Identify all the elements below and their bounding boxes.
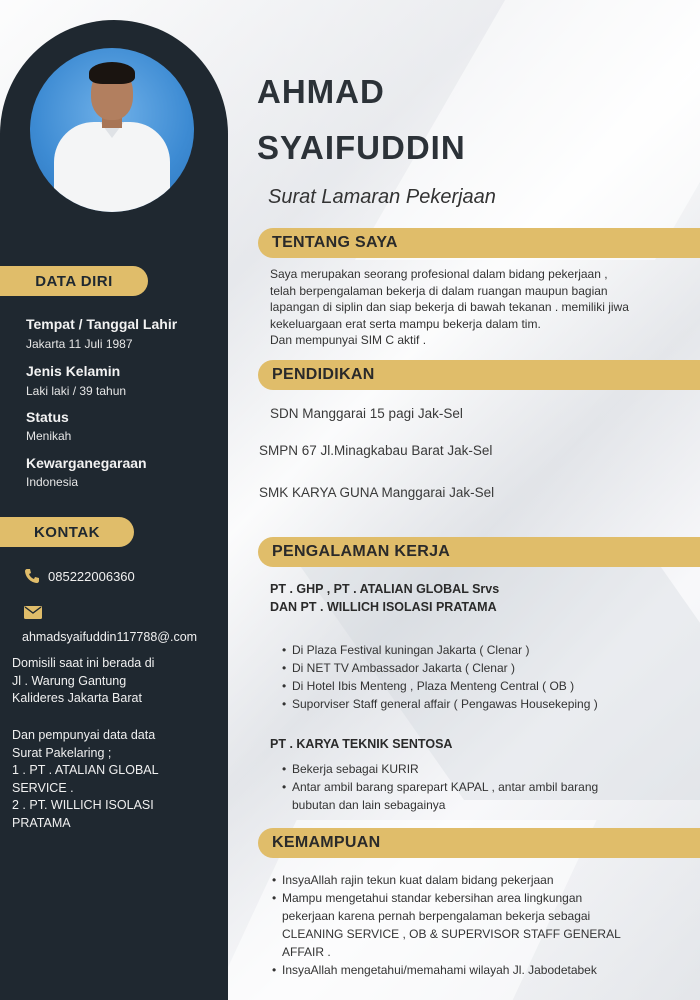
list-item-continuation: bubutan dan lain sebagainya [292,798,446,812]
field-value-ttl: Jakarta 11 Juli 1987 [26,337,133,351]
kontak-heading: KONTAK [0,517,134,547]
education-item: SMK KARYA GUNA Manggarai Jak-Sel [259,485,495,500]
list-item-continuation: AFFAIR . [282,945,331,959]
company2-duties [282,760,598,814]
company-line: DAN PT . WILLICH ISOLASI PRATAMA [270,600,497,614]
list-item: • Bekerja sebagai KURIR [282,760,598,778]
phone-number[interactable]: 085222006360 [48,569,135,584]
pendidikan-heading: PENDIDIKAN [258,360,700,390]
tentang-line: lapangan di siplin dan siap bekerja di bawah tekanan . memiliki jiwa [270,300,629,314]
list-item-continuation: CLEANING SERVICE , OB & SUPERVISOR STAFF GENERAL [282,927,621,941]
name-line: AHMAD [257,73,385,110]
education-item: SMPN 67 Jl.Minagkabau Barat Jak-Sel [259,443,493,458]
list-item: • InsyaAllah mengetahui/memahami wilayah Jl. Jabodetabek [272,961,621,979]
company-line: PT . GHP , PT . ATALIAN GLOBAL Srvs [270,582,500,596]
list-item [282,796,598,814]
company1-duties [282,641,598,713]
field-value-gender: Laki laki / 39 tahun [26,384,127,398]
paklaring-line: 1 . PT . ATALIAN GLOBAL [12,763,159,777]
candidate-name [257,64,466,176]
field-label-citizenship: Kewarganegaraan [26,455,147,471]
tentang-saya-text [270,266,629,349]
photo-hair [89,62,135,84]
tentang-line: kekeluargaan erat serta mampu bekerja dalam tim. [270,316,541,331]
paklaring-line: Surat Pakelaring ; [12,745,112,760]
domisili-line: Jl . Warung Gantung [12,673,127,688]
field-value-status: Menikah [26,429,72,443]
skills-list [272,871,621,979]
tentang-line: Saya merupakan seorang profesional dalam bidang pekerjaan , [270,267,608,281]
tentang-saya-heading: TENTANG SAYA [258,228,700,258]
list-item-continuation: pekerjaan karena pernah berpengalaman bekerja sebagai [282,909,591,923]
paklaring-line: 2 . PT. WILLICH ISOLASI [12,798,154,812]
list-item: • Di Hotel Ibis Menteng , Plaza Menteng Central ( OB ) [282,677,598,695]
list-item: • Di NET TV Ambassador Jakarta ( Clenar ) [282,659,598,677]
tentang-line: telah berpengalaman bekerja di dalam ruangan maupun bagian [270,283,608,298]
document-subtitle: Surat Lamaran Pekerjaan [268,186,496,208]
pengalaman-kerja-heading: PENGALAMAN KERJA [258,537,700,567]
paklaring-line: PRATAMA [12,815,71,830]
education-item: SDN Manggarai 15 pagi Jak-Sel [270,406,463,421]
company-name: PT . KARYA TEKNIK SENTOSA [270,737,453,751]
list-item: • Suporviser Staff general affair ( Pengawas Housekeping ) [282,695,598,713]
field-label-ttl: Tempat / Tanggal Lahir [26,316,178,332]
list-item: • Antar ambil barang sparepart KAPAL , antar ambil barang [282,778,598,796]
domisili-line: Kalideres Jakarta Barat [12,691,142,705]
list-item: • Mampu mengetahui standar kebersihan area lingkungan [272,889,621,907]
list-item: • Di Plaza Festival kuningan Jakarta ( Clenar ) [282,641,598,659]
paklaring-text [12,727,159,832]
name-line: SYAIFUDDIN [257,129,466,166]
list-item: • InsyaAllah rajin tekun kuat dalam bidang pekerjaan [272,871,621,889]
email-address[interactable]: ahmadsyaifuddin117788@.com [22,630,198,644]
profile-photo [30,48,194,212]
paklaring-line: SERVICE . [12,780,74,795]
data-diri-heading: DATA DIRI [0,266,148,296]
kemampuan-heading: KEMAMPUAN [258,828,700,858]
envelope-icon [24,606,42,622]
domisili-line: Domisili saat ini berada di [12,656,155,670]
paklaring-line: Dan pempunyai data data [12,728,156,742]
domisili-text [12,655,154,708]
field-label-gender: Jenis Kelamin [26,363,121,379]
phone-icon [24,568,40,587]
field-label-status: Status [26,409,69,425]
company-name [270,580,499,616]
tentang-line: Dan mempunyai SIM C aktif . [270,333,427,347]
field-value-citizenship: Indonesia [26,475,79,489]
